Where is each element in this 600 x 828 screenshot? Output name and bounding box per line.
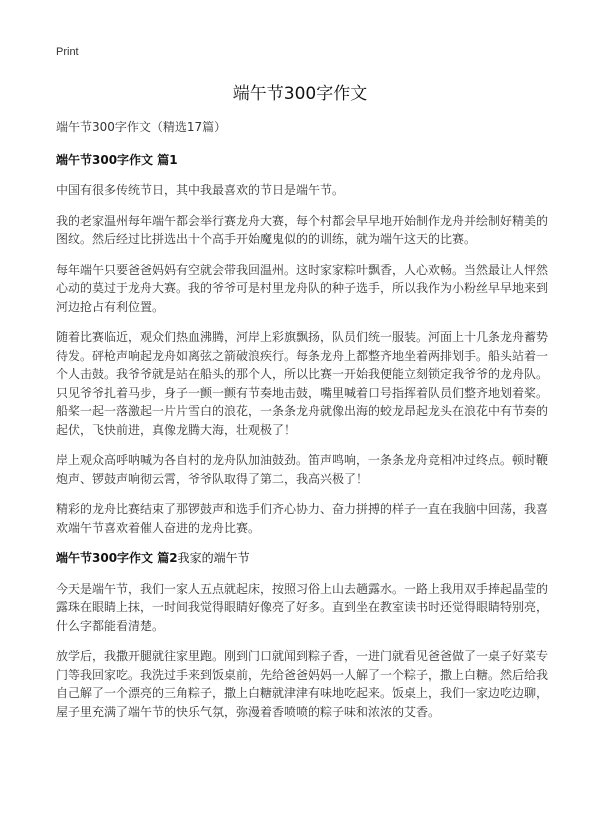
paragraph: 每年端午只要爸爸妈妈有空就会带我回温州。这时家家粽叶飘香，人心欢畅。当然最让人怦然心动的莫过于龙舟大赛。我的爷爷可是村里龙舟队的种子选手，所以我作为小粉丝早早地来到河边抢占有利位置。 [56,262,549,314]
section-heading [56,151,548,170]
article-section-1 [56,151,548,538]
print-link[interactable]: Print [56,46,79,58]
section-heading-text: 端午节300字作文 篇1 [56,152,178,167]
paragraph: 我的老家温州每年端午都会举行赛龙舟大赛，每个村都会早早地开始制作龙舟并绘制好精美的图纹。然后经过比拼选出十个高手开始魔鬼似的的训练，就为端午这天的比赛。 [56,213,549,246]
paragraph: 岸上观众高呼呐喊为各自村的龙舟队加油鼓劲。笛声鸣响，一条条龙舟竞相冲过终点。顿时鞭炮声、锣鼓声响彻云霄，爷爷队取得了第二，我高兴极了！ [56,453,549,486]
article-section-2 [56,549,548,721]
article-body [56,118,548,733]
paragraph: 精彩的龙舟比赛结束了那锣鼓声和选手们齐心协力、奋力拼搏的样子一直在我脑中回荡，我喜欢端午节喜欢着催人奋进的龙舟比赛。 [56,502,549,535]
article-subtitle: 端午节300字作文（精选17篇） [56,120,227,134]
page-title: 端午节300字作文 [232,84,368,104]
paragraph: 今天是端午节，我们一家人五点就起床，按照习俗上山去趟露水。一路上我用双手捧起晶莹的露珠在眼睛上抹，一时间我觉得眼睛好像亮了好多。直到坐在教室读书时还觉得眼睛特别亮，什么字都能看清楚。 [56,581,549,633]
paragraph: 放学后，我撒开腿就往家里跑。刚到门口就闻到粽子香，一进门就看见爸爸做了一桌子好菜专门等我回家吃。我洗过手来到饭桌前，先给爸爸妈妈一人解了一个粽子，撒上白糖。然后给我自己解了一个漂亮的三角粽子，撒上白糖就津津有味地吃起来。饭桌上，我们一家边吃边聊，屋子里充满了端午节的快乐气氛，弥漫着香喷喷的粽子味和浓浓的艾香。 [56,649,549,719]
section-heading-text: 端午节300字作文 篇2 [56,551,178,565]
paragraph: 中国有很多传统节日，其中我最喜欢的节日是端午节。 [56,183,345,197]
section-heading-extra: 我家的端午节 [177,551,250,565]
section-heading [56,549,548,568]
paragraph: 随着比赛临近，观众们热血沸腾，河岸上彩旗飘扬，队员们统一服装。河面上十几条龙舟蓄势待发。砰枪声响起龙舟如离弦之箭破浪疾行。每条龙舟上都整齐地坐着两排划手。船头站着一个人击鼓。我爷爷就是站在船头的那个人，所以比赛一开始我便能立刻锁定我爷爷的龙舟队。只见爷爷扎着马步，身子一颤一颤有节奏地击鼓，嘴里喊着口号指挥着队员们整齐地划着桨。船桨一起一落激起一片片雪白的浪花，一条条龙舟就像出海的蛟龙昂起龙头在浪花中有节奏的起伏，飞快前进，真像龙腾大海，壮观极了！ [56,330,549,437]
